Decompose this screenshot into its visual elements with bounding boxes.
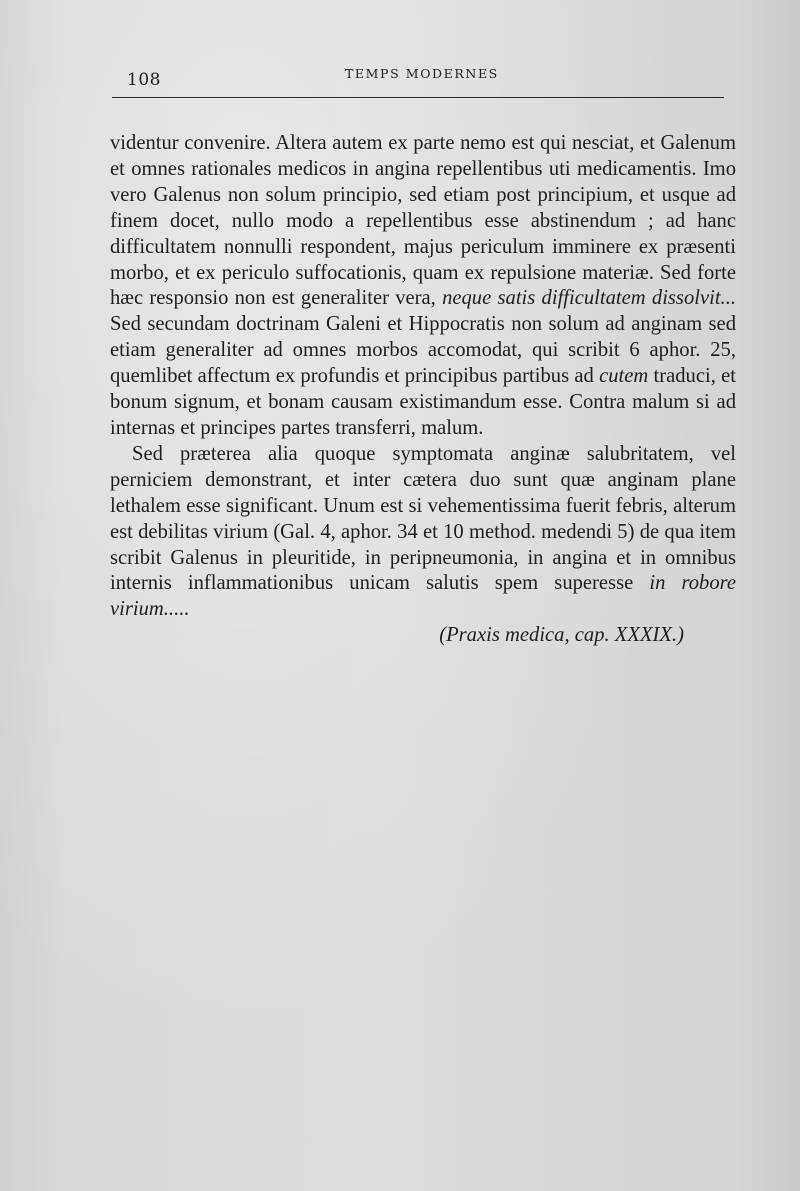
body-text: [110, 131, 736, 649]
paragraph-1: [110, 131, 736, 442]
paragraph-2-text-1: Sed præterea alia quoque symptomata anginæ salubritatem, vel perniciem demonstrant, et inter cætera duo sunt quæ anginam plane lethalem esse significant. Unum est si vehementissima fuerit febris, alterum est debilitas virium (Gal. 4, aphor. 34 et 10 method. medendi 5) de qua item scribit Galenus in pleuritide, in peripneumonia, in angina et in omnibus internis inflammationibus unicam salutis spem superesse: [110, 442, 736, 595]
paragraph-1-text-3: traduci, et bonum signum, et bonam causam existimandum esse. Contra malum si ad internas et principes partes transferri, malum.: [110, 365, 736, 439]
header-rule: [112, 97, 724, 98]
paragraph-1-italic-1: neque satis difficultatem dissolvit...: [442, 287, 736, 310]
page-number: 108: [127, 70, 161, 90]
paragraph-1-text-1: videntur convenire. Altera autem ex parte nemo est qui nesciat, et Galenum et omnes rationales medicos in angina repellentibus uti medicamentis. Imo vero Galenus non solum principio, sed etiam post principium, et usque ad finem docet, nullo modo a repellentibus esse abstinendum ; ad hanc difficultatem nonnulli respondent, majus periculum imminere ex præsenti morbo, et ex periculo suffocationis, quam ex repulsione materiæ. Sed forte hæc responsio non est generaliter vera,: [110, 132, 736, 310]
citation: (Praxis medica, cap. XXXIX.): [439, 624, 684, 647]
paragraph-2: [110, 442, 736, 623]
paragraph-1-text-2: Sed secundam doctrinam Galeni et Hippocratis non solum ad anginam sed etiam generaliter ad omnes morbos accomodat, qui scribit 6 aphor. 25, quemlibet affectum ex profundis et principibus partibus ad: [110, 313, 736, 388]
paragraph-2-italic-1: in robore virium.....: [110, 572, 737, 621]
running-head: TEMPS MODERNES: [345, 66, 499, 81]
page-header: [113, 62, 723, 102]
paragraph-1-italic-2: cutem: [599, 365, 649, 388]
